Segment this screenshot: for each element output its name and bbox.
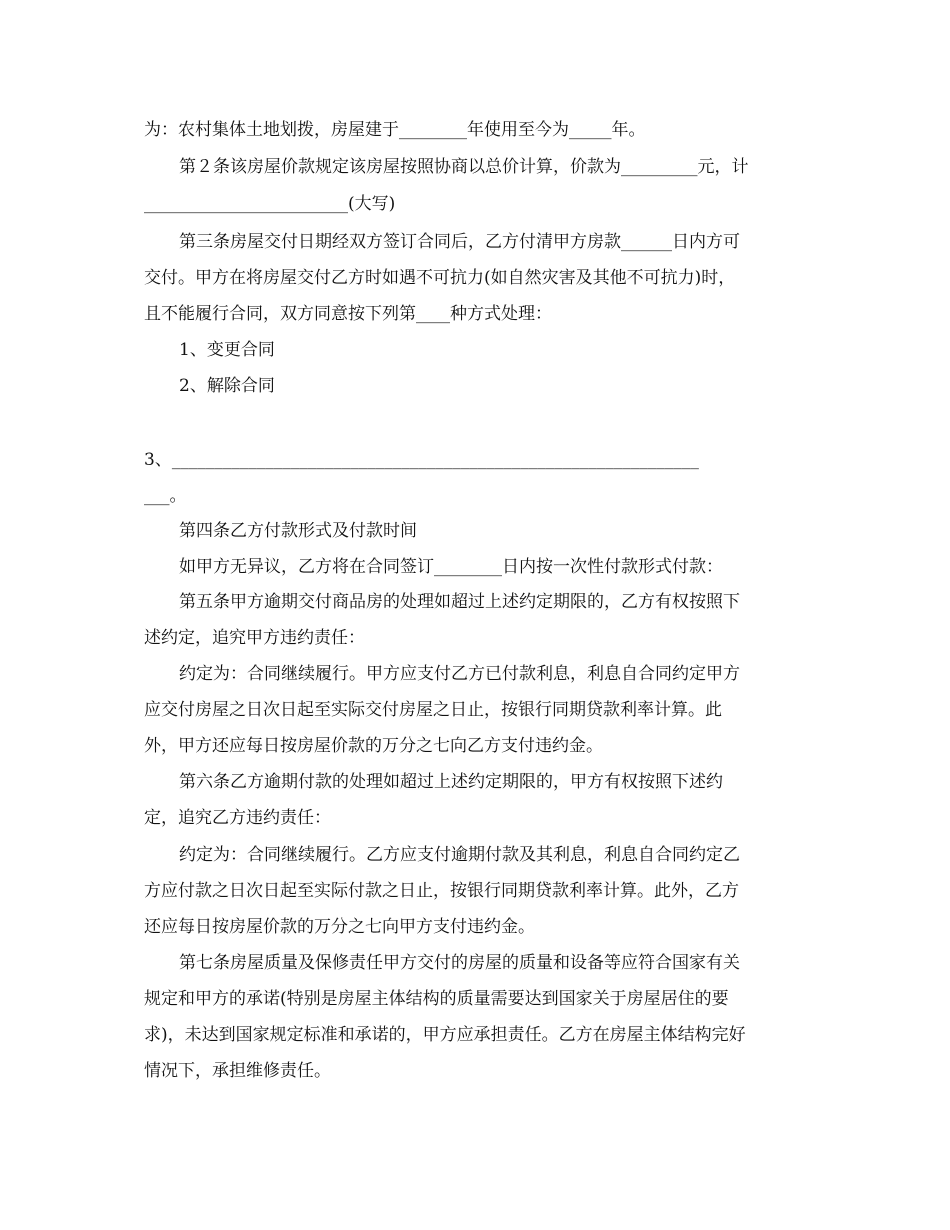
clause-3-line: 第三条房屋交付日期经双方签订合同后，乙方付清甲方房款______日内方可 (179, 232, 740, 252)
text-line: 约定为：合同继续履行。乙方应支付逾期付款及其利息，利息自合同约定乙 (179, 845, 740, 865)
text-line: 应交付房屋之日次日起至实际交付房屋之日止，按银行同期贷款利率计算。此 (144, 700, 722, 720)
list-item: 2、解除合同 (179, 376, 275, 396)
clause-4-heading: 第四条乙方付款形式及付款时间 (179, 521, 417, 541)
list-item: 1、变更合同 (179, 340, 275, 360)
list-item: 3、______________________________________________________________ (144, 450, 699, 470)
text-line: 述约定，追究甲方违约责任： (144, 628, 365, 648)
text-line: ________________________(大写) (144, 194, 396, 214)
text-line: 求)，未达到国家规定标准和承诺的，甲方应承担责任。乙方在房屋主体结构完好 (144, 1025, 746, 1045)
text-line: 为：农村集体土地划拨，房屋建于________年使用至今为_____年。 (144, 120, 646, 140)
text-line: 规定和甲方的承诺(特别是房屋主体结构的质量需要达到国家关于房屋居住的要 (144, 989, 729, 1009)
text-line: 情况下，承担维修责任。 (144, 1061, 331, 1081)
text-line: 交付。甲方在将房屋交付乙方时如遇不可抗力(如自然灾害及其他不可抗力)时， (144, 268, 736, 288)
text-line: 约定为：合同继续履行。甲方应支付乙方已付款利息，利息自合同约定甲方 (179, 664, 740, 684)
clause-2-line: 第２条该房屋价款规定该房屋按照协商以总价计算，价款为_________元，计 (179, 157, 749, 177)
text-line: 且不能履行合同，双方同意按下列第____种方式处理： (144, 304, 552, 324)
clause-6-line: 第六条乙方逾期付款的处理如超过上述约定期限的，甲方有权按照下述约 (179, 772, 723, 792)
text-line: 定，追究乙方违约责任： (144, 808, 331, 828)
text-line: 如甲方无异议，乙方将在合同签订________日内按一次性付款形式付款： (179, 557, 723, 577)
clause-7-line: 第七条房屋质量及保修责任甲方交付的房屋的质量和设备等应符合国家有关 (179, 953, 740, 973)
text-line: 外，甲方还应每日按房屋价款的万分之七向乙方支付违约金。 (144, 736, 603, 756)
text-line: 方应付款之日次日起至实际付款之日止，按银行同期贷款利率计算。此外，乙方 (144, 881, 739, 901)
text-line: 还应每日按房屋价款的万分之七向甲方支付违约金。 (144, 917, 535, 937)
text-line: ___。 (144, 486, 187, 506)
clause-5-line: 第五条甲方逾期交付商品房的处理如超过上述约定期限的，乙方有权按照下 (179, 592, 740, 612)
